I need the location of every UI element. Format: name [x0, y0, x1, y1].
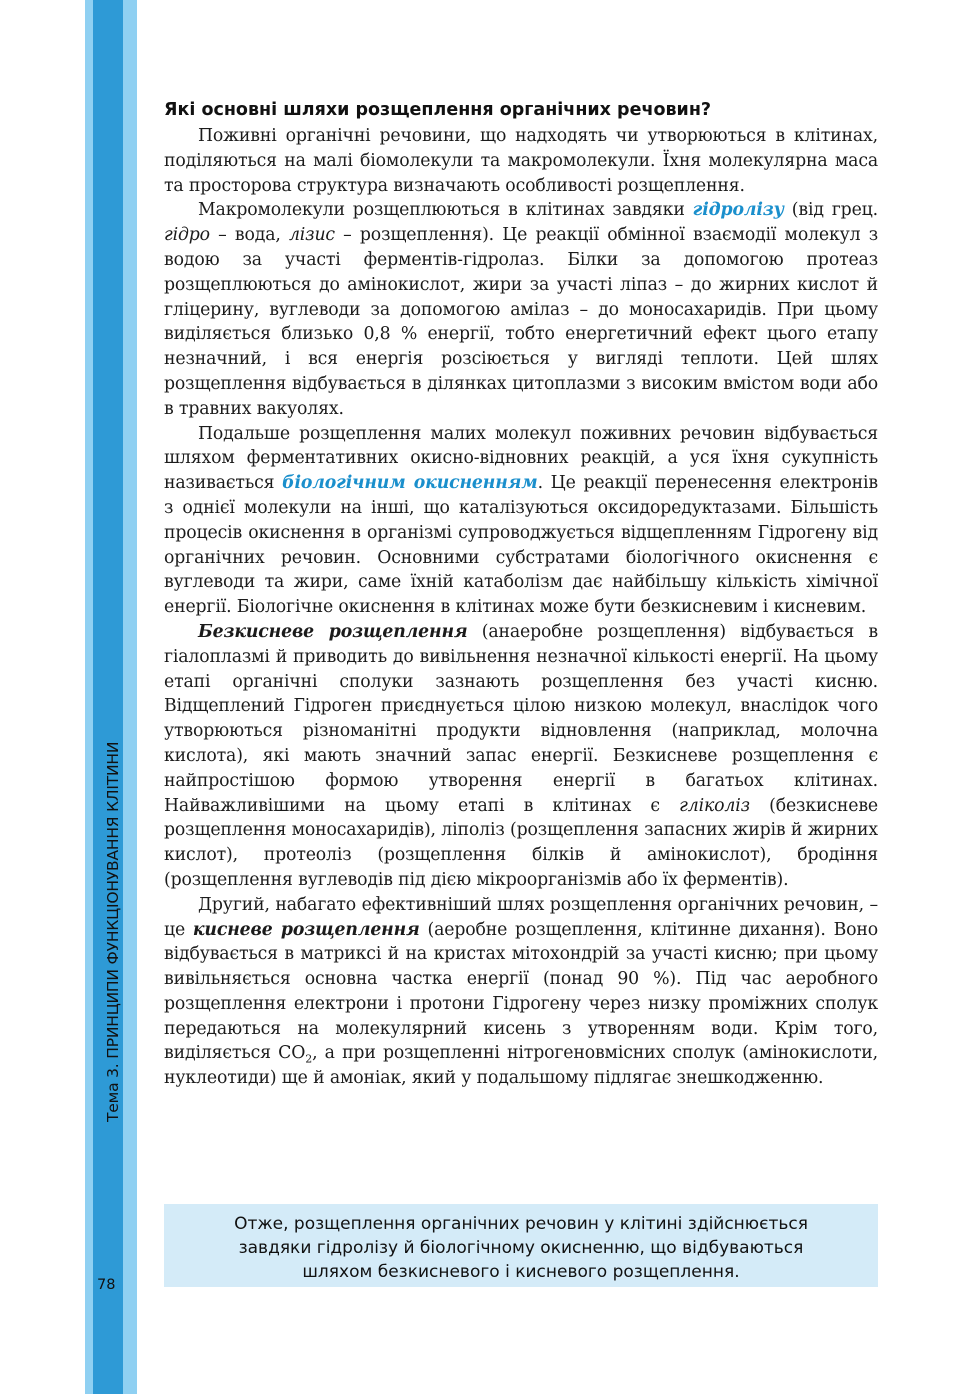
text-run: – розщеплення). Це реакції обмінної взаємодії молекул з водою за участі ферментів-гідролаз. Білки за допомогою протеаз розщеплюються до амінокислот, жири за участі ліпаз – до жирних кислот й гліцерину, вуглеводи за допомогою амілаз – до моносахаридів. При цьому виділяється близько 0,8 % енергії, тобто енергетичний ефект цього етапу незначний, і вся енергія розсіюється у вигляді теплоти. Цей шлях розщеплення відбувається в ділянках цитоплазми з високим вмістом води або в травних вакуолях. — [164, 225, 878, 419]
page-number: 78 — [97, 1277, 116, 1293]
text-run: (анаеробне розщеплення) відбувається в гіалоплазмі й приводить до вивільнення незначної кількості енергії. На цьому етапі органічні сполуки зазнають розщеплення без участі кисню. Відщеплений Гідроген приєднується цілою низкою молекул, внаслідок чого утворюються різноманітні продукти відновлення (наприклад, молочна кислота), які мають значний запас енергії. Безкисневе розщеплення є найпростішою формою утворення енергії в багатьох клітинах. Найважливішими на цьому етапі в клітинах є — [164, 621, 878, 816]
text-run: (від грец. — [783, 200, 878, 221]
paragraph-2 — [164, 198, 878, 421]
paragraph-1 — [164, 124, 878, 198]
chapter-title: Тема 3. ПРИНЦИПИ ФУНКЦІОНУВАННЯ КЛІТИНИ — [104, 741, 122, 1122]
italic-word: лізис — [288, 225, 335, 246]
italic-word: гідро — [164, 225, 210, 246]
sidebar-band — [85, 0, 123, 1394]
term-biological-oxidation: біологічним окисненням — [282, 473, 538, 494]
text-run: (аеробне розщеплення, клітинне дихання). Воно відбувається в матриксі й на кристах мітохондрій за участі кисню; при цьому вивільняється основна частка енергії (понад 90 %). Під час аеробного розщеплення електрони і протони Гідрогену через низку проміжних сполук передаються на молекулярний кисень з утворенням води. Крім того, виділяється CO — [164, 919, 878, 1064]
main-content — [164, 97, 878, 1091]
section-heading: Які основні шляхи розщеплення органічних речовин? — [164, 100, 712, 120]
summary-line: шляхом безкисневого і кисневого розщеплення. — [302, 1262, 740, 1282]
text-run: . Це реакції перенесення електронів з однієї молекули на інші, що каталізуються оксидоредуктазами. Більшість процесів окиснення в організмі супроводжується відщепленням Гідрогену від органічних речовин. Основними субстратами біологічного окиснення є вуглеводи та жири, саме їхній катаболізм дає найбільшу кількість хімічної енергії. Біологічне окиснення в клітинах може бути безкисневим і кисневим. — [164, 473, 879, 618]
term-hydrolysis: гідролізу — [692, 200, 784, 221]
sidebar-edge-stripe — [123, 0, 137, 1394]
subscript: 2 — [305, 1052, 313, 1066]
text-run: – вода, — [209, 225, 289, 246]
summary-line: завдяки гідролізу й біологічному окисненню, що відбуваються — [238, 1238, 804, 1258]
paragraph-4 — [164, 620, 878, 893]
text-run: Подальше розщеплення малих молекул поживних речовин відбувається шляхом ферментативних окисно-відновних реакцій, а уся їхня сукупність називається — [164, 423, 878, 494]
paragraph-1-text: Поживні органічні речовини, що надходять чи утворюються в клітинах, поділяються на малі біомолекули та макромолекули. Їхня молекулярна маса та просторова структура визначають особливості розщеплення. — [164, 126, 878, 196]
text-run: (безкисневе розщеплення моносахаридів), ліполіз (розщеплення запасних жирів й жирних кислот), протеоліз (розщеплення білків й амінокислот), бродіння (розщеплення вуглеводів під дією мікроорганізмів або їх ферментів). — [164, 795, 878, 890]
summary-box — [164, 1204, 878, 1287]
italic-word: гліколіз — [679, 795, 750, 816]
text-run: Другий, набагато ефективніший шлях розщеплення органічних речовин, – це — [164, 894, 878, 940]
text-run: , а при розщепленні нітрогеновмісних сполук (амінокислоти, нуклеотиди) ще й амоніак, який у подальшому підлягає знешкодженню. — [164, 1043, 878, 1089]
text-run: Макромолекули розщеплюються в клітинах завдяки — [198, 200, 693, 221]
term-anaerobic: Безкисневе розщеплення — [198, 621, 468, 642]
paragraph-5 — [164, 893, 878, 1091]
summary-line: Отже, розщеплення органічних речовин у клітині здійснюється — [234, 1214, 808, 1234]
sidebar-light-stripe — [85, 0, 93, 1394]
paragraph-3 — [164, 422, 878, 620]
term-aerobic: кисневе розщеплення — [192, 919, 420, 940]
